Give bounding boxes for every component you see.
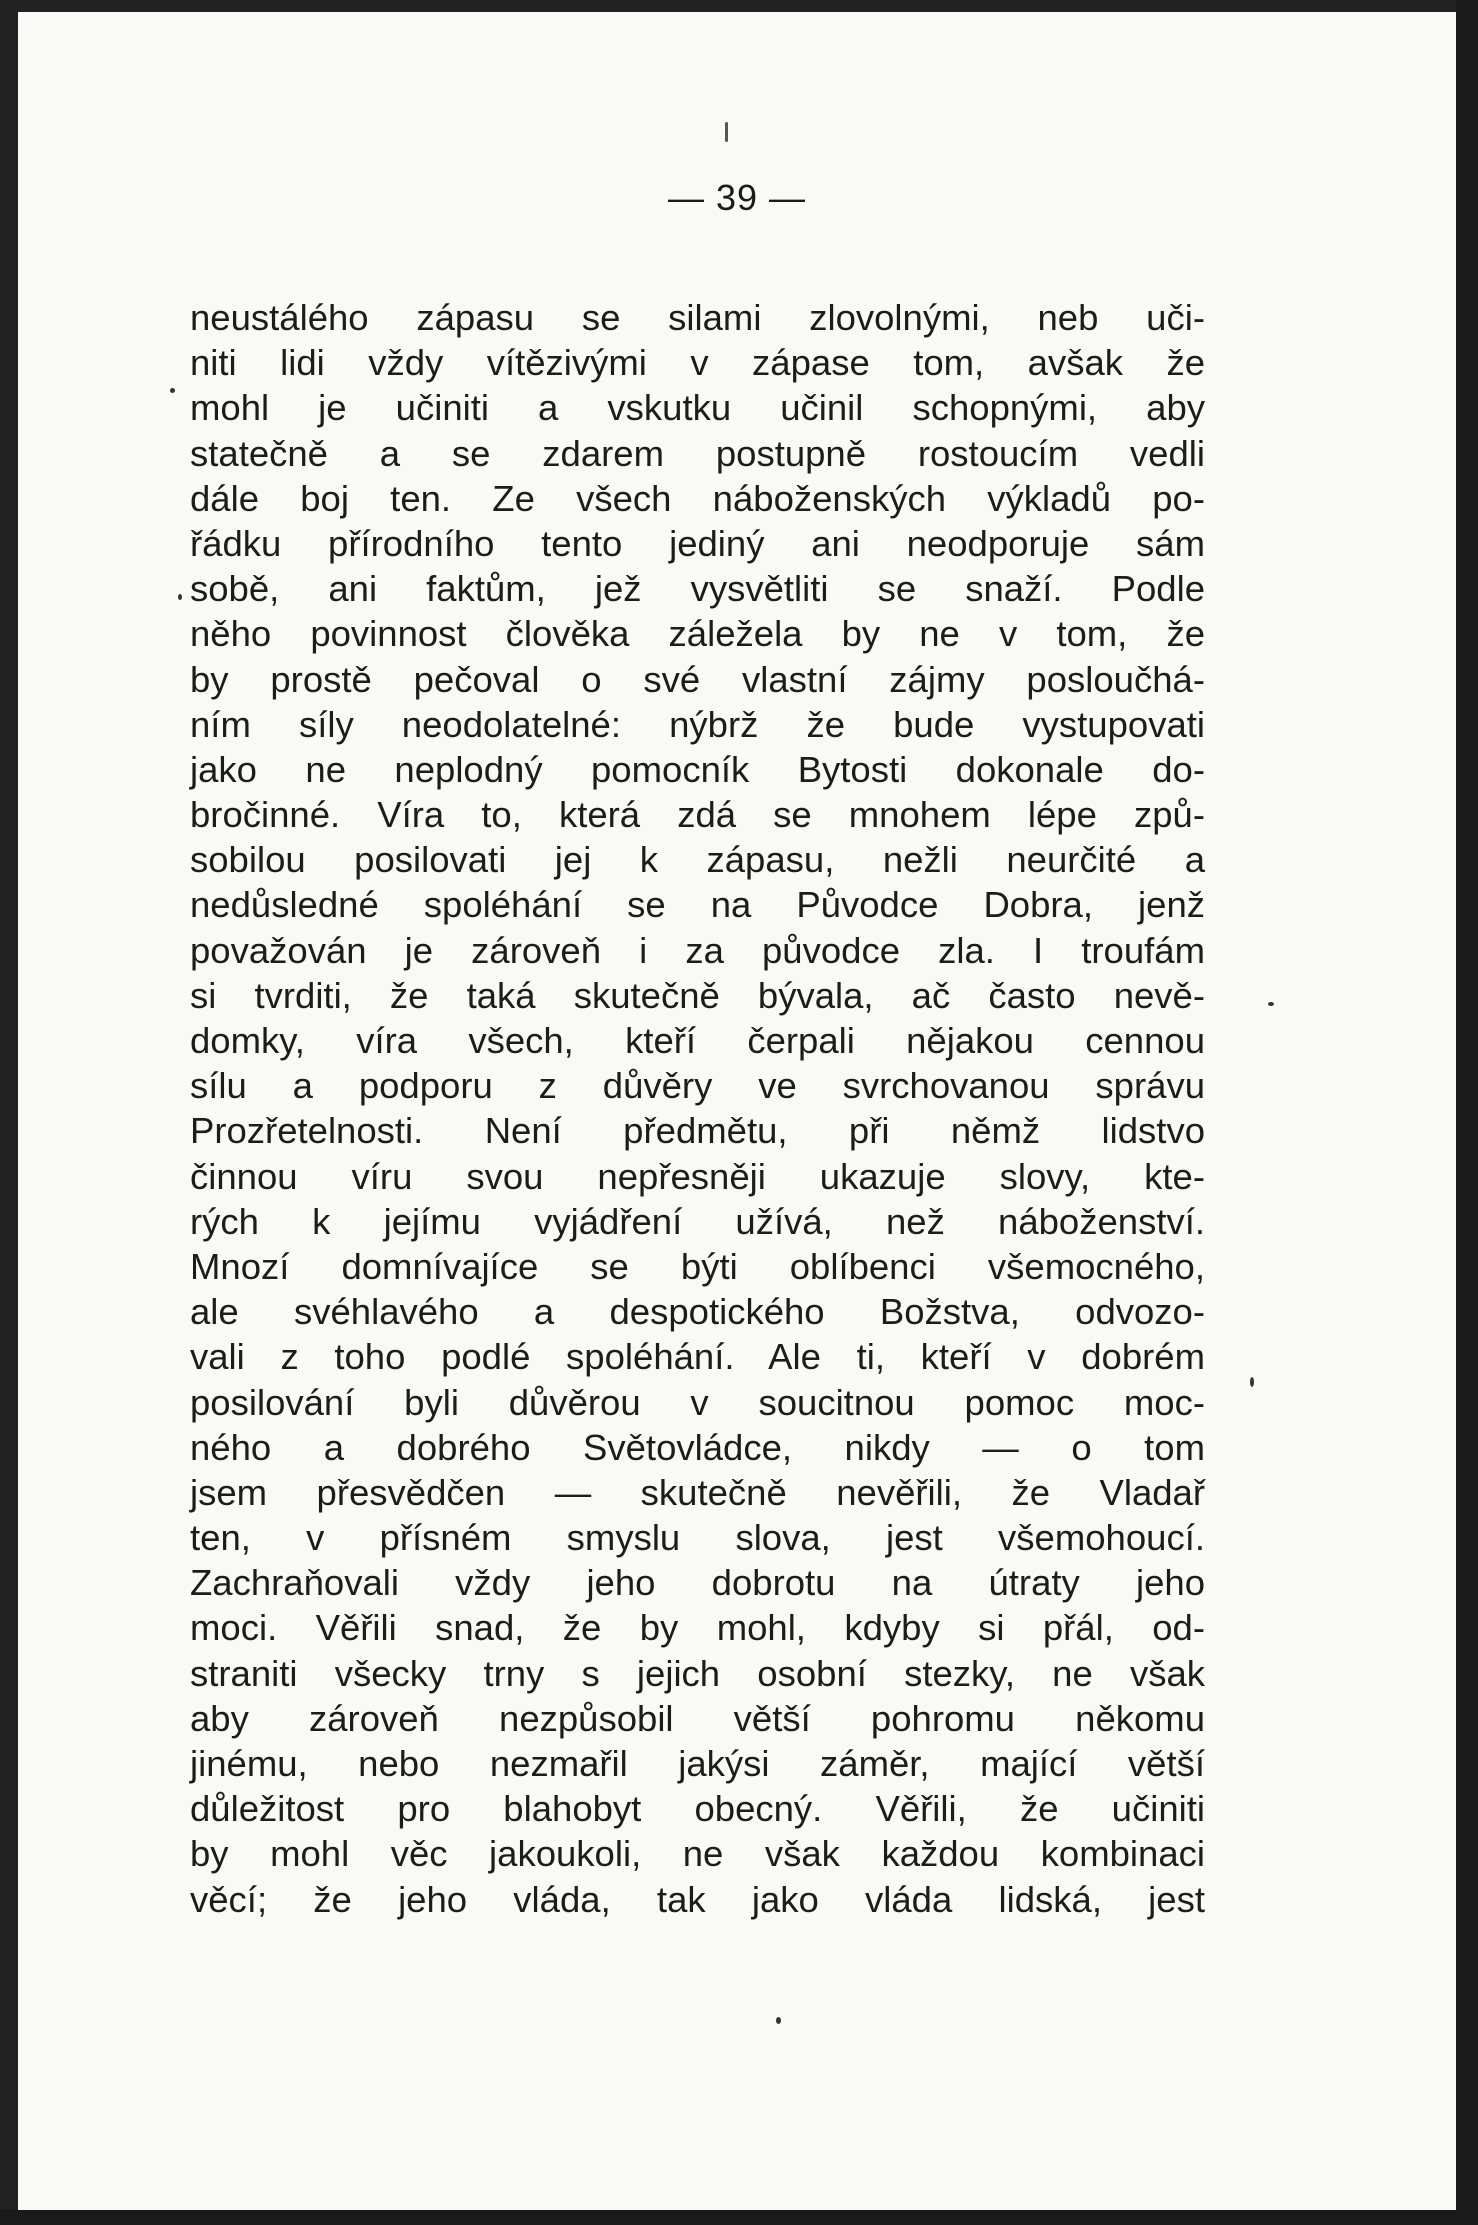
text-line: straniti všecky trny s jejich osobní stezky, ne však (190, 1652, 1205, 1694)
text-line: řádku přírodního tento jediný ani neodporuje sám (190, 522, 1205, 564)
text-line: sobě, ani faktům, jež vysvětliti se snaží. Podle (190, 568, 1205, 610)
scan-frame-left (0, 0, 18, 2225)
text-line: jako ne neplodný pomocník Bytosti dokonale do- (190, 748, 1205, 790)
text-line: vali z toho podlé spoléhání. Ale ti, kteří v dobrém (190, 1336, 1205, 1378)
text-line: věcí; že jeho vláda, tak jako vláda lidská, jest (190, 1878, 1205, 1920)
text-line: si tvrditi, že taká skutečně bývala, ač často nevě- (190, 974, 1205, 1016)
text-line: mohl je učiniti a vskutku učinil schopnými, aby (190, 387, 1205, 429)
text-line: ale svéhlavého a despotického Božstva, odvozo- (190, 1291, 1205, 1333)
text-line: Zachraňovali vždy jeho dobrotu na útraty jeho (190, 1562, 1205, 1604)
text-line: dále boj ten. Ze všech náboženských výkladů po- (190, 477, 1205, 519)
text-line: bročinné. Víra to, která zdá se mnohem lépe způ- (190, 794, 1205, 836)
scan-frame-right (1456, 0, 1478, 2225)
text-line: považován je zároveň i za původce zla. I troufám (190, 929, 1205, 971)
text-line: rých k jejímu vyjádření užívá, než náboženství. (190, 1200, 1205, 1242)
text-line: něho povinnost člověka záležela by ne v tom, že (190, 613, 1205, 655)
text-line: ním síly neodolatelné: nýbrž že bude vystupovati (190, 703, 1205, 745)
text-line: jinému, nebo nezmařil jakýsi záměr, mající větší (190, 1743, 1205, 1784)
scan-speck (725, 122, 728, 142)
text-line: moci. Věřili snad, že by mohl, kdyby si přál, od- (190, 1607, 1205, 1649)
scan-speck (178, 594, 182, 600)
text-line: sílu a podporu z důvěry ve svrchovanou správu (190, 1065, 1205, 1107)
text-line: ného a dobrého Světovládce, nikdy — o tom (190, 1426, 1205, 1468)
scan-speck (1250, 1377, 1254, 1387)
text-line: Prozřetelnosti. Není předmětu, při němž lidstvo (190, 1110, 1205, 1152)
text-line: jsem přesvědčen — skutečně nevěřili, že Vladař (190, 1471, 1205, 1513)
text-line: aby zároveň nezpůsobil větší pohromu někomu (190, 1697, 1205, 1739)
book-page (18, 12, 1456, 2210)
scan-speck (170, 388, 175, 393)
text-line: by prostě pečoval o své vlastní zájmy posloučhá- (190, 658, 1205, 700)
text-line: činnou víru svou nepřesněji ukazuje slovy, kte- (190, 1155, 1205, 1197)
text-line: ten, v přísném smyslu slova, jest všemohoucí. (190, 1517, 1205, 1559)
text-line: posilování byli důvěrou v soucitnou pomoc moc- (190, 1381, 1205, 1423)
text-line: sobilou posilovati jej k zápasu, nežli neurčité a (190, 839, 1205, 881)
body-text (190, 295, 1205, 1922)
text-line: statečně a se zdarem postupně rostoucím vedli (190, 432, 1205, 474)
scan-speck (776, 2017, 781, 2024)
text-line: domky, víra všech, kteří čerpali nějakou cennou (190, 1020, 1205, 1061)
scan-frame-bottom (0, 2209, 1478, 2225)
text-line: neustálého zápasu se silami zlovolnými, neb uči- (190, 297, 1205, 338)
text-line: by mohl věc jakoukoli, ne však každou kombinaci (190, 1833, 1205, 1875)
scan-frame-top (0, 0, 1478, 12)
text-line: důležitost pro blahobyt obecný. Věřili, že učiniti (190, 1788, 1205, 1830)
text-line: niti lidi vždy vítězivými v zápase tom, avšak že (190, 342, 1205, 384)
text-line: nedůsledné spoléhání se na Původce Dobra, jenž (190, 884, 1205, 926)
page-number: — 39 — (667, 177, 807, 218)
text-line: Mnozí domnívajíce se býti oblíbenci všemocného, (190, 1245, 1205, 1287)
scan-speck (1268, 1002, 1274, 1006)
